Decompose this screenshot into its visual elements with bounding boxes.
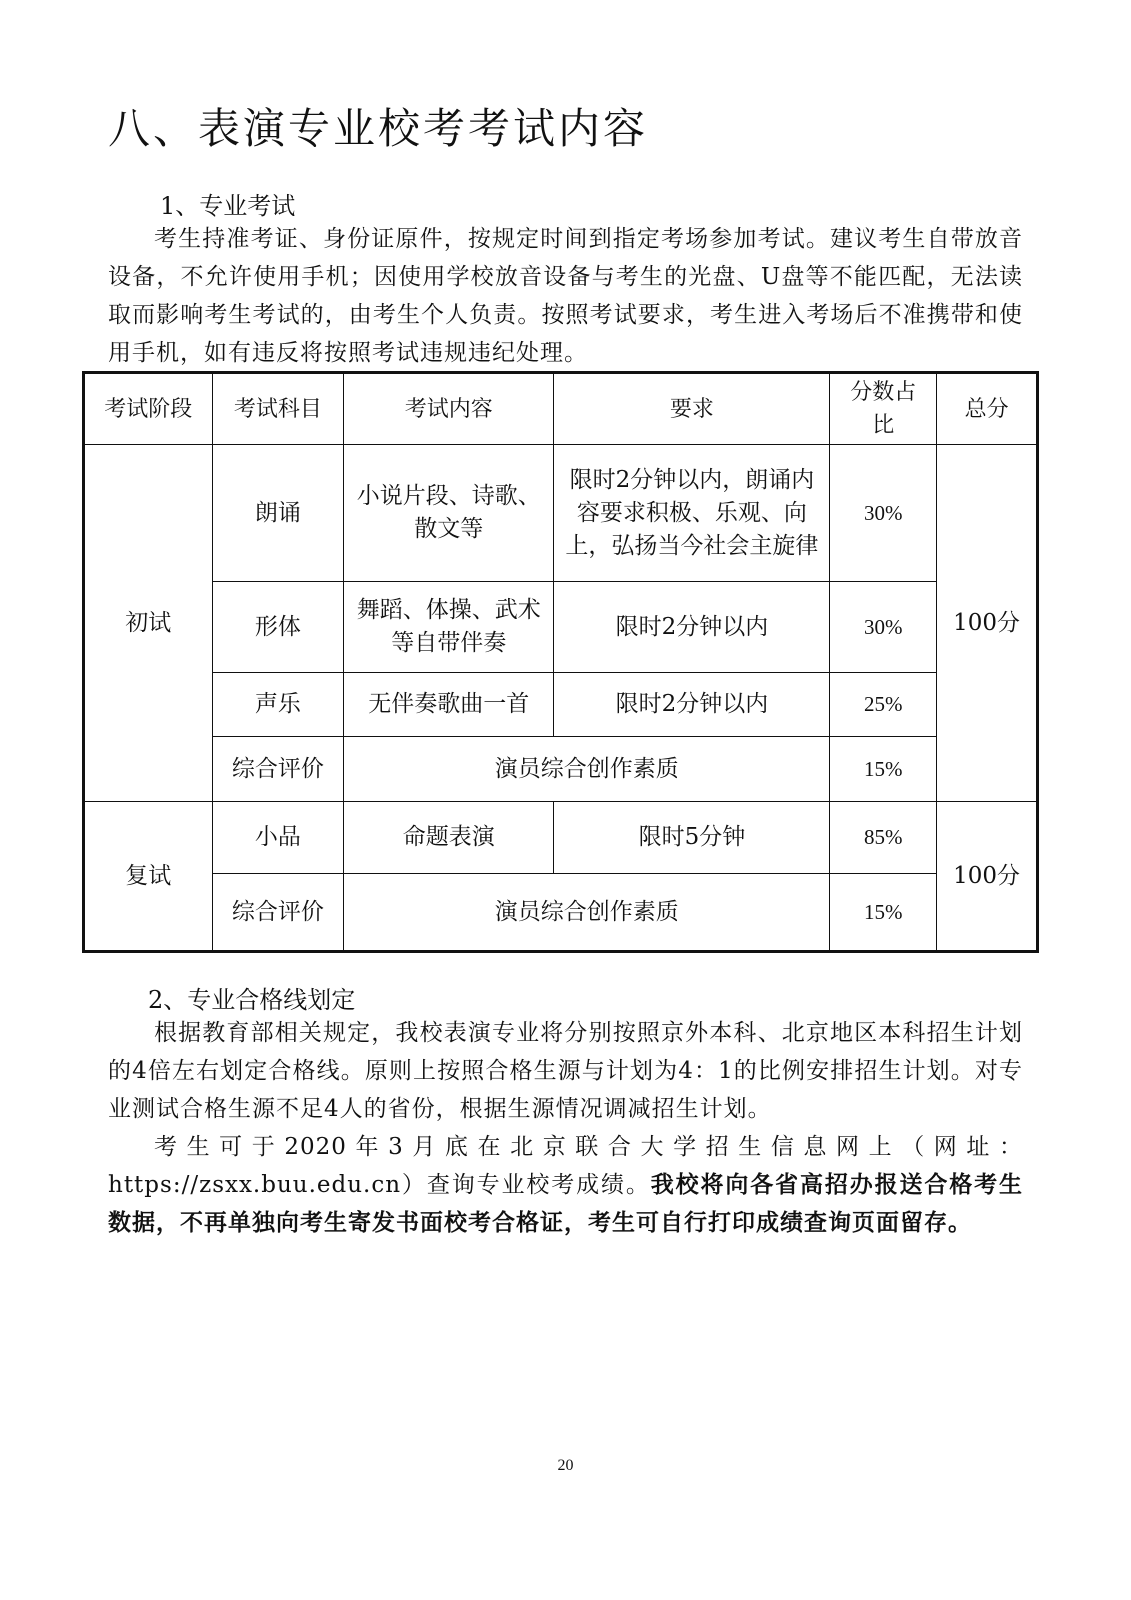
ratio-cell: 15%	[830, 737, 937, 802]
section-1-body	[108, 220, 1023, 372]
requirement-cell: 限时2分钟以内，朗诵内容要求积极、乐观、向上，弘扬当今社会主旋律	[554, 445, 830, 582]
subject-cell: 综合评价	[212, 737, 344, 802]
subject-cell: 综合评价	[212, 874, 344, 952]
header-cell: 考试内容	[344, 373, 554, 445]
score-query-text: 考生可于2020年3月底在北京联合大学招生信息网上（网址：https://zsxx.buu.edu.cn）查询专业校考成绩。	[108, 1134, 1023, 1198]
table-row	[84, 673, 1038, 737]
subject-cell: 声乐	[212, 673, 344, 737]
section-1-paragraph: 考生持准考证、身份证原件，按规定时间到指定考场参加考试。建议考生自带放音设备，不允许使用手机；因使用学校放音设备与考生的光盘、U盘等不能匹配，无法读取而影响考生考试的，由考生个人负责。按照考试要求，考生进入考场后不准携带和使用手机，如有违反将按照考试违规违纪处理。	[108, 226, 1023, 366]
subject-cell: 朗诵	[212, 445, 344, 582]
table-row	[84, 802, 1038, 874]
table-row	[84, 445, 1038, 582]
table-header-row	[84, 373, 1038, 445]
page-number: 20	[557, 1457, 574, 1474]
table-row	[84, 737, 1038, 802]
header-cell: 分数占比	[830, 373, 937, 445]
section-2-paragraph-1: 根据教育部相关规定，我校表演专业将分别按照京外本科、北京地区本科招生计划的4倍左右划定合格线。原则上按照合格生源与计划为4：1的比例安排招生计划。对专业测试合格生源不足4人的省份，根据生源情况调减招生计划。	[108, 1020, 1023, 1122]
requirement-cell: 限时2分钟以内	[554, 582, 830, 673]
subject-cell: 小品	[212, 802, 344, 874]
table-row	[84, 582, 1038, 673]
content-cell: 无伴奏歌曲一首	[344, 673, 554, 737]
section-1-heading: 1、专业考试	[160, 192, 296, 220]
merged-content-cell: 演员综合创作素质	[344, 737, 830, 802]
header-cell: 要求	[554, 373, 830, 445]
content-cell: 小说片段、诗歌、散文等	[344, 445, 554, 582]
stage-cell: 初试	[84, 445, 213, 802]
subject-cell: 形体	[212, 582, 344, 673]
page-title: 八、表演专业校考考试内容	[108, 104, 649, 153]
section-2-heading: 2、专业合格线划定	[148, 986, 356, 1014]
header-cell: 考试科目	[212, 373, 344, 445]
header-cell: 考试阶段	[84, 373, 213, 445]
ratio-cell: 15%	[830, 874, 937, 952]
ratio-cell: 30%	[830, 445, 937, 582]
merged-content-cell: 演员综合创作素质	[344, 874, 830, 952]
ratio-cell: 85%	[830, 802, 937, 874]
bold-notice-text: 我校将向各省高招办报送合格考生数据，不再单独向考生寄发书面校考合格证，考生可自行打印成绩查询页面留存。	[108, 1171, 1024, 1236]
total-cell: 100分	[937, 802, 1038, 952]
section-2-paragraph-2	[108, 1128, 1023, 1242]
section-2-body	[108, 1014, 1023, 1242]
requirement-cell: 限时2分钟以内	[554, 673, 830, 737]
requirement-cell: 限时5分钟	[554, 802, 830, 874]
header-cell: 总分	[937, 373, 1038, 445]
content-cell: 舞蹈、体操、武术等自带伴奏	[344, 582, 554, 673]
total-cell: 100分	[937, 445, 1038, 802]
ratio-cell: 25%	[830, 673, 937, 737]
table-row	[84, 874, 1038, 952]
stage-cell: 复试	[84, 802, 213, 952]
content-cell: 命题表演	[344, 802, 554, 874]
exam-content-table	[82, 371, 1039, 953]
ratio-cell: 30%	[830, 582, 937, 673]
